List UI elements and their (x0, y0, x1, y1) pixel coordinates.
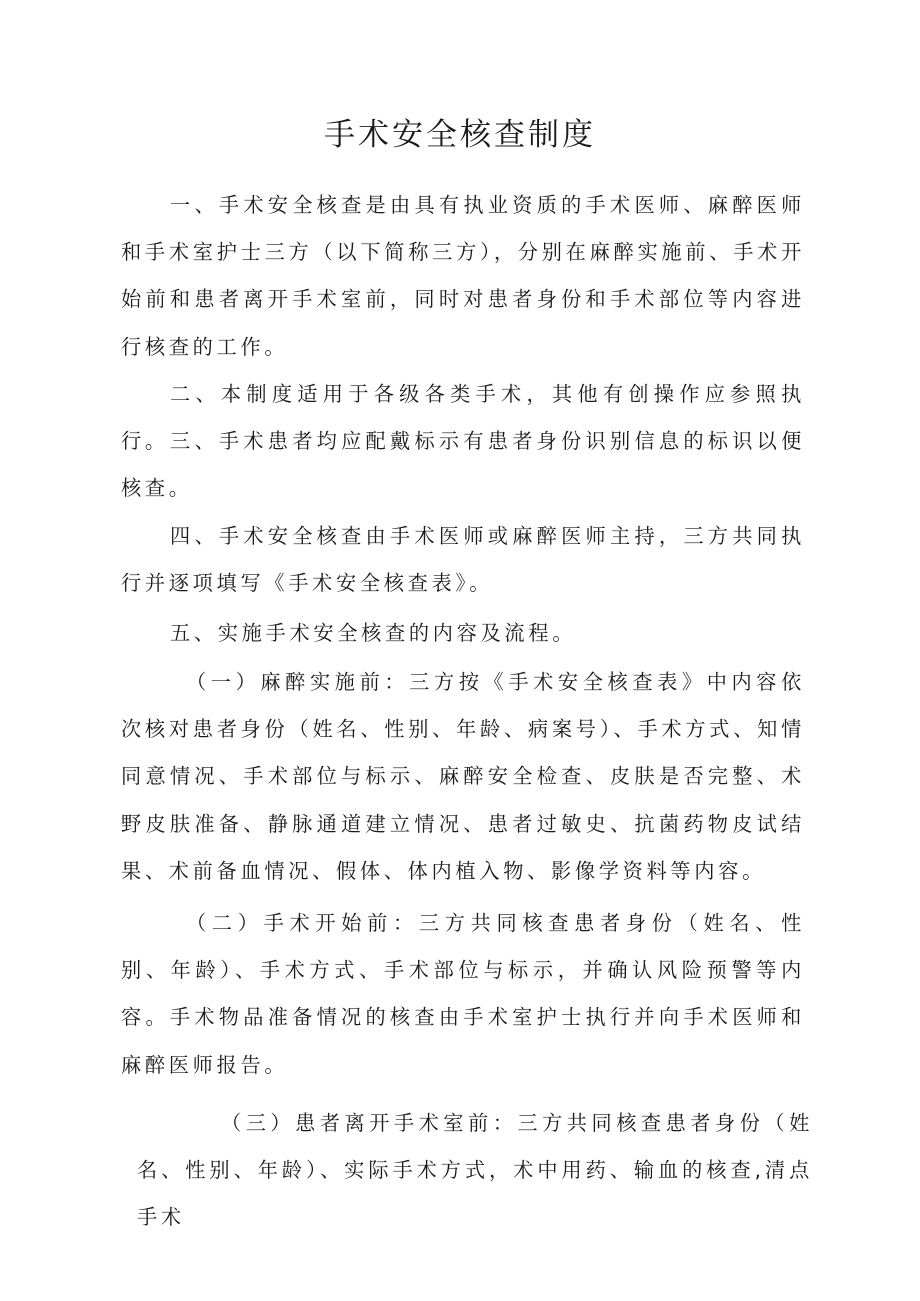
paragraph-2: 二、本制度适用于各级各类手术，其他有创操作应参照执行。 (121, 382, 805, 454)
paragraph-8: （三）患者离开手术室前：三方共同核查患者身份（姓名、性别、年龄）、实际手术方式，术中用药、输血的核查,清点手术 (137, 1111, 813, 1230)
paragraph-4: 四、手术安全核查由手术医师或麻醉医师主持，三方共同执行并逐项填写《手术安全核查表》。 (121, 524, 805, 596)
document-title: 手术安全核查制度 (324, 117, 596, 153)
paragraph-5: 五、实施手术安全核查的内容及流程。 (170, 621, 577, 645)
paragraph-3: 三、手术患者均应配戴标示有患者身份识别信息的标识以便核查。 (121, 429, 805, 501)
paragraph-7: （二）手术开始前：三方共同核查患者身份（姓名、性别、年龄）、手术方式、手术部位与标示，并确认风险预警等内容。手术物品准备情况的核查由手术室护士执行并向手术医师和麻醉医师报告。 (121, 911, 805, 1077)
paragraph-6: （一）麻醉实施前：三方按《手术安全核查表》中内容依次核对患者身份（姓名、性别、年龄、病案号）、手术方式、知情同意情况、手术部位与标示、麻醉安全检查、皮肤是否完整、术野皮肤准备、静脉通道建立情况、患者过敏史、抗菌药物皮试结果、术前备血情况、假体、体内植入物、影像学资料等内容。 (121, 670, 805, 883)
paragraph-1: 一、手术安全核查是由具有执业资质的手术医师、麻醉医师和手术室护士三方（以下简称三方），分别在麻醉实施前、手术开始前和患者离开手术室前，同时对患者身份和手术部位等内容进行核查的工作。 (121, 193, 805, 359)
